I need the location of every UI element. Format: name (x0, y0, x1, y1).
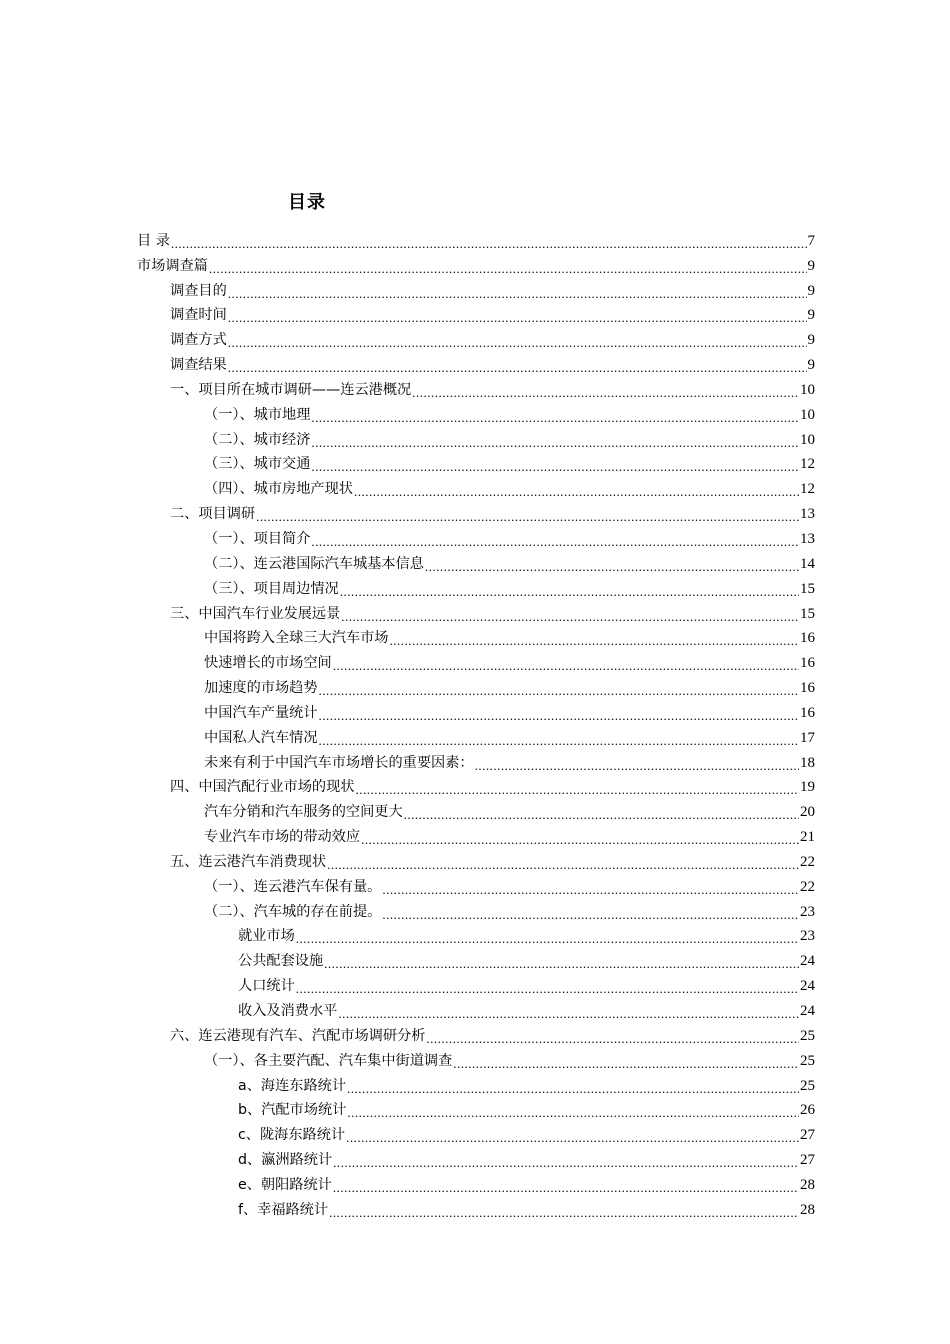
toc-entry-label: （一）、城市地理 (204, 406, 311, 423)
dot-leader (296, 982, 799, 995)
toc-entry[interactable] (137, 973, 815, 998)
toc-entry-label: （二）、城市经济 (204, 431, 311, 448)
toc-entry[interactable] (137, 601, 815, 626)
dot-leader (346, 1131, 799, 1144)
toc-entry-label: b、汽配市场统计 (238, 1102, 347, 1119)
toc-entry[interactable] (137, 452, 815, 477)
toc-entry-page-number: 26 (800, 1102, 815, 1119)
toc-entry[interactable] (137, 948, 815, 973)
toc-entry[interactable] (137, 626, 815, 651)
dot-leader (319, 709, 799, 722)
toc-entry[interactable] (137, 1147, 815, 1172)
toc-entry-page-number: 18 (800, 754, 815, 771)
toc-entry-label: f、幸福路统计 (238, 1201, 329, 1218)
toc-entry-label: 一、项目所在城市调研——连云港概况 (170, 381, 412, 398)
toc-entry[interactable] (137, 650, 815, 675)
toc-entry-page-number: 27 (800, 1127, 815, 1144)
dot-leader (333, 1181, 799, 1194)
toc-entry-page-number: 12 (800, 456, 815, 473)
toc-entry[interactable] (137, 551, 815, 576)
toc-entry-page-number: 22 (800, 878, 815, 895)
toc-entry-label: 六、连云港现有汽车、汽配市场调研分析 (170, 1027, 426, 1044)
toc-entry[interactable] (137, 576, 815, 601)
toc-entry-label: （三）、城市交通 (204, 456, 311, 473)
dot-leader (382, 883, 799, 896)
dot-leader (426, 1032, 799, 1045)
toc-entry-page-number: 13 (800, 506, 815, 523)
dot-leader (319, 684, 799, 697)
toc-entry[interactable] (137, 899, 815, 924)
toc-entry-label: a、海连东路统计 (238, 1077, 347, 1094)
toc-entry[interactable] (137, 725, 815, 750)
toc-entry-page-number: 28 (800, 1176, 815, 1193)
toc-entry[interactable] (137, 799, 815, 824)
toc-entry[interactable] (137, 1197, 815, 1222)
toc-entry[interactable] (137, 278, 815, 303)
toc-entry-page-number: 20 (800, 804, 815, 821)
toc-entry[interactable] (137, 998, 815, 1023)
toc-entry-page-number: 16 (800, 704, 815, 721)
toc-entry[interactable] (137, 750, 815, 775)
toc-entry-label: 中国汽车产量统计 (204, 704, 318, 721)
toc-entry-page-number: 27 (800, 1152, 815, 1169)
dot-leader (382, 908, 799, 921)
toc-title: 目录 (288, 192, 326, 213)
dot-leader (404, 808, 799, 821)
dot-leader (355, 783, 799, 796)
toc-entry-label: 汽车分销和汽车服务的空间更大 (204, 804, 403, 821)
dot-leader (389, 634, 799, 647)
toc-entry[interactable] (137, 1172, 815, 1197)
toc-entry-label: 四、中国汽配行业市场的现状 (170, 779, 355, 796)
toc-entry[interactable] (137, 1122, 815, 1147)
dot-leader (311, 436, 799, 449)
toc-entry-page-number: 16 (800, 680, 815, 697)
toc-entry-page-number: 19 (800, 779, 815, 796)
toc-entry-label: 市场调查篇 (137, 257, 208, 274)
dot-leader (453, 1057, 799, 1070)
dot-leader (311, 460, 799, 473)
dot-leader (338, 1007, 799, 1020)
toc-entry-page-number: 9 (807, 257, 815, 274)
toc-entry-page-number: 25 (800, 1077, 815, 1094)
dot-leader (354, 485, 799, 498)
toc-entry[interactable] (137, 253, 815, 278)
dot-leader (327, 858, 799, 871)
toc-entry[interactable] (137, 352, 815, 377)
toc-entry[interactable] (137, 924, 815, 949)
toc-entry-page-number: 9 (807, 332, 815, 349)
toc-entry-label: 人口统计 (238, 978, 295, 995)
toc-entry[interactable] (137, 476, 815, 501)
dot-leader (209, 262, 807, 275)
toc-entry[interactable] (137, 700, 815, 725)
toc-entry-page-number: 22 (800, 853, 815, 870)
toc-entry-label: 就业市场 (238, 928, 295, 945)
toc-entry-label: （一）、各主要汽配、汽车集中街道调查 (204, 1052, 453, 1069)
toc-entry-label: 调查结果 (170, 357, 227, 374)
dot-leader (228, 311, 807, 324)
dot-leader (171, 237, 807, 250)
dot-leader (311, 535, 799, 548)
dot-leader (319, 734, 799, 747)
dot-leader (412, 386, 799, 399)
toc-entry-page-number: 16 (800, 630, 815, 647)
toc-entry-page-number: 9 (807, 307, 815, 324)
dot-leader (340, 585, 799, 598)
toc-entry[interactable] (137, 775, 815, 800)
toc-entry-page-number: 24 (800, 953, 815, 970)
toc-entry-page-number: 25 (800, 1027, 815, 1044)
toc-entry-label: （四）、城市房地产现状 (204, 481, 353, 498)
dot-leader (228, 336, 807, 349)
toc-entry-label: c、陇海东路统计 (238, 1127, 346, 1144)
toc-entry-page-number: 12 (800, 481, 815, 498)
toc-entry[interactable] (137, 377, 815, 402)
toc-entry-page-number: 21 (800, 829, 815, 846)
toc-entry-page-number: 13 (800, 530, 815, 547)
dot-leader (228, 287, 807, 300)
toc-entry-page-number: 9 (807, 282, 815, 299)
dot-leader (333, 1156, 799, 1169)
toc-entry[interactable] (137, 824, 815, 849)
dot-leader (324, 957, 799, 970)
toc-entry-page-number: 10 (800, 431, 815, 448)
toc-entry[interactable] (137, 1098, 815, 1123)
toc-entry-label: 调查方式 (170, 332, 227, 349)
toc-entry[interactable] (137, 327, 815, 352)
toc-entry[interactable] (137, 1048, 815, 1073)
dot-leader (475, 759, 799, 772)
toc-entry-label: （二）、连云港国际汽车城基本信息 (204, 555, 424, 572)
toc-entry-label: （三）、项目周边情况 (204, 580, 339, 597)
toc-entry-label: 中国私人汽车情况 (204, 729, 318, 746)
toc-entry-page-number: 9 (807, 357, 815, 374)
dot-leader (256, 510, 799, 523)
toc-entry-page-number: 15 (800, 580, 815, 597)
table-of-contents (137, 228, 815, 1222)
toc-entry-label: 专业汽车市场的带动效应 (204, 829, 361, 846)
toc-entry-label: （一）、连云港汽车保有量。 (204, 878, 382, 895)
toc-entry-page-number: 23 (800, 903, 815, 920)
dot-leader (228, 361, 807, 374)
dot-leader (311, 411, 799, 424)
toc-entry-page-number: 7 (807, 232, 815, 249)
toc-entry-page-number: 14 (800, 555, 815, 572)
dot-leader (347, 1106, 799, 1119)
toc-entry-page-number: 16 (800, 655, 815, 672)
toc-entry-page-number: 24 (800, 978, 815, 995)
toc-entry-label: 调查时间 (170, 307, 227, 324)
toc-entry[interactable] (137, 874, 815, 899)
toc-entry-label: 二、项目调研 (170, 506, 256, 523)
dot-leader (347, 1082, 799, 1095)
toc-entry-page-number: 25 (800, 1052, 815, 1069)
toc-entry[interactable] (137, 402, 815, 427)
toc-entry[interactable] (137, 501, 815, 526)
toc-entry[interactable] (137, 228, 815, 253)
toc-entry-page-number: 15 (800, 605, 815, 622)
dot-leader (296, 932, 799, 945)
toc-entry-label: 目 录 (137, 232, 170, 249)
toc-entry[interactable] (137, 849, 815, 874)
dot-leader (333, 659, 799, 672)
toc-entry-label: 三、中国汽车行业发展远景 (170, 605, 341, 622)
dot-leader (329, 1206, 799, 1219)
toc-entry-label: 快速增长的市场空间 (204, 655, 332, 672)
toc-entry-label: 公共配套设施 (238, 953, 324, 970)
dot-leader (425, 560, 799, 573)
toc-entry-label: 加速度的市场趋势 (204, 680, 318, 697)
toc-entry-label: d、瀛洲路统计 (238, 1152, 333, 1169)
toc-entry-label: （二）、汽车城的存在前提。 (204, 903, 382, 920)
toc-entry-label: （一）、项目简介 (204, 530, 311, 547)
toc-entry-label: 中国将跨入全球三大汽车市场 (204, 630, 389, 647)
toc-entry-page-number: 28 (800, 1201, 815, 1218)
dot-leader (361, 833, 799, 846)
toc-entry-page-number: 23 (800, 928, 815, 945)
toc-entry-page-number: 10 (800, 406, 815, 423)
toc-entry-label: 未来有利于中国汽车市场增长的重要因素： (204, 754, 474, 771)
toc-entry[interactable] (137, 1023, 815, 1048)
toc-entry-page-number: 17 (800, 729, 815, 746)
toc-entry-page-number: 10 (800, 381, 815, 398)
dot-leader (341, 610, 799, 623)
toc-entry-page-number: 24 (800, 1003, 815, 1019)
toc-entry-label: 收入及消费水平 (238, 1003, 338, 1019)
toc-entry[interactable] (137, 303, 815, 328)
toc-entry[interactable] (137, 427, 815, 452)
toc-entry-label: 五、连云港汽车消费现状 (170, 853, 327, 870)
toc-entry-label: 调查目的 (170, 282, 227, 299)
toc-entry-label: e、朝阳路统计 (238, 1176, 332, 1193)
toc-entry[interactable] (137, 1073, 815, 1098)
toc-entry[interactable] (137, 675, 815, 700)
toc-entry[interactable] (137, 526, 815, 551)
